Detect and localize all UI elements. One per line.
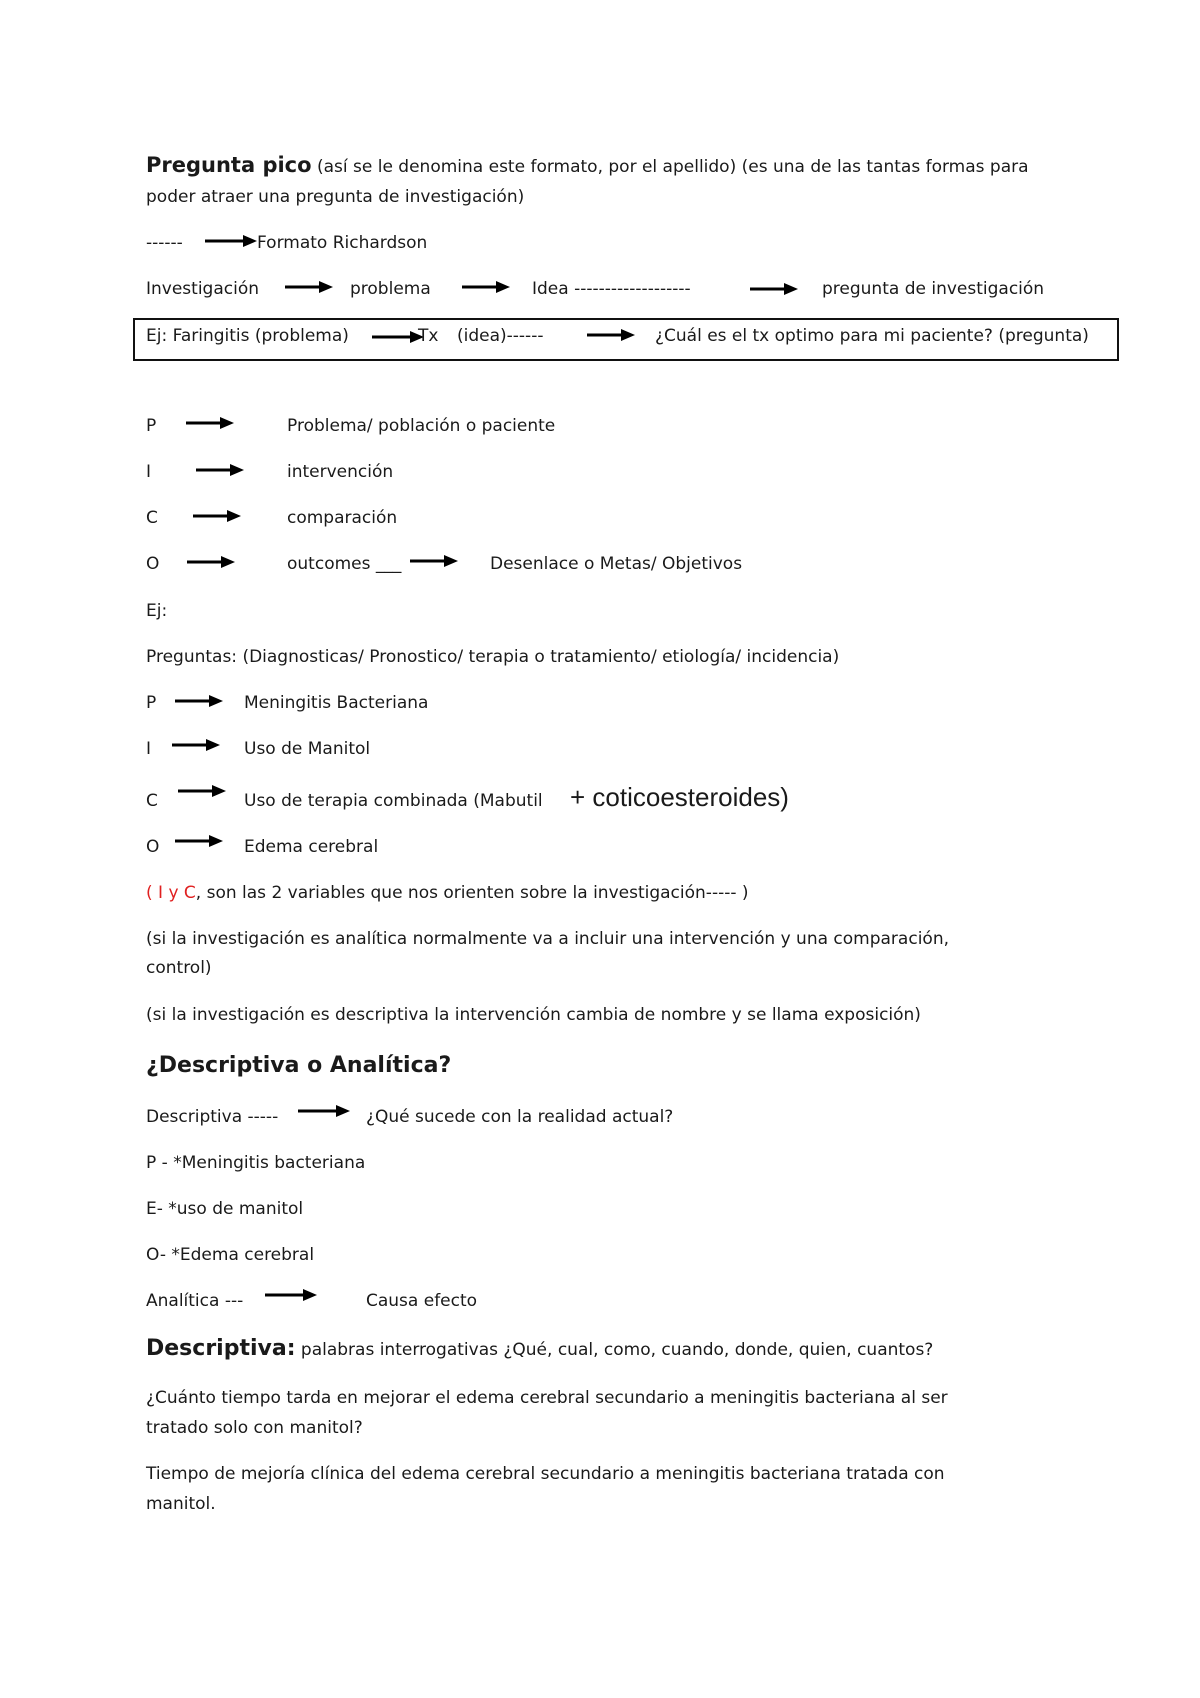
note-iyc (146, 882, 749, 904)
title-bold: Pregunta pico (146, 153, 312, 177)
note-analitica-line2: control) (146, 958, 212, 978)
flow-investigacion: Investigación (146, 279, 260, 299)
box-idea: (idea)------ (457, 326, 544, 346)
ex-letter-p: P (146, 693, 157, 713)
descriptiva-label: Descriptiva ----- (146, 1107, 279, 1127)
arrow-icon (172, 738, 220, 752)
flow-problema: problema (350, 279, 431, 299)
peo-o: O- *Edema cerebral (146, 1245, 315, 1265)
ej-label: Ej: (146, 601, 168, 621)
ex-letter-o: O (146, 837, 160, 857)
title-rest: (así se le denomina este formato, por el apellido) (es una de las tantas formas para (311, 157, 1029, 177)
pico-text-c: comparación (287, 508, 398, 528)
ex-letter-i: I (146, 739, 152, 759)
title-line (146, 154, 1029, 178)
arrow-icon (285, 280, 333, 294)
ex-text-p: Meningitis Bacteriana (244, 693, 429, 713)
ex-letter-c: C (146, 791, 158, 811)
arrow-icon (175, 694, 223, 708)
arrow-icon (298, 1104, 350, 1118)
analitica-text: Causa efecto (366, 1291, 478, 1311)
pico-letter-o: O (146, 554, 160, 574)
ex-text-o: Edema cerebral (244, 837, 379, 857)
ex-extra-c: + coticoesteroides) (570, 782, 789, 812)
peo-p: P - *Meningitis bacteriana (146, 1153, 366, 1173)
answer-line1: Tiempo de mejoría clínica del edema cerebral secundario a meningitis bacteriana tratada con (146, 1464, 945, 1484)
arrow-icon (175, 834, 223, 848)
arrow-icon (462, 280, 510, 294)
question-line1: ¿Cuánto tiempo tarda en mejorar el edema cerebral secundario a meningitis bacteriana al ser (146, 1388, 948, 1408)
pico-text-p: Problema/ población o paciente (287, 416, 556, 436)
box-tx: Tx (418, 326, 439, 346)
arrow-icon (750, 282, 798, 296)
descriptiva-question: ¿Qué sucede con la realidad actual? (366, 1107, 674, 1127)
preguntas-line: Preguntas: (Diagnosticas/ Pronostico/ terapia o tratamiento/ etiología/ incidencia) (146, 647, 840, 667)
flow-pregunta: pregunta de investigación (822, 279, 1045, 299)
flow-idea: Idea ------------------- (532, 279, 691, 299)
ex-text-c: Uso de terapia combinada (Mabutil (244, 791, 543, 811)
arrow-icon (410, 554, 458, 568)
note-analitica-line1: (si la investigación es analítica normalmente va a incluir una intervención y una comparación, (146, 929, 949, 949)
richardson-dashes: ------ (146, 233, 183, 253)
descriptiva-words-line (146, 1338, 933, 1361)
pico-letter-p: P (146, 416, 157, 436)
descriptiva-words-bold: Descriptiva: (146, 1336, 296, 1361)
arrow-icon (372, 330, 424, 344)
descriptiva-words-rest: palabras interrogativas ¿Qué, cual, como, cuando, donde, quien, cuantos? (295, 1340, 934, 1360)
box-faringitis: Ej: Faringitis (problema) (146, 326, 349, 346)
answer-line2: manitol. (146, 1494, 216, 1514)
pico-letter-i: I (146, 462, 152, 482)
note-iyc-rest: , son las 2 variables que nos orienten sobre la investigación----- ) (195, 883, 749, 903)
peo-e: E- *uso de manitol (146, 1199, 304, 1219)
section-heading: ¿Descriptiva o Analítica? (146, 1053, 452, 1078)
title-continuation: poder atraer una pregunta de investigación) (146, 187, 525, 207)
box-pregunta: ¿Cuál es el tx optimo para mi paciente? (pregunta) (655, 326, 1089, 346)
ex-text-i: Uso de Manitol (244, 739, 371, 759)
question-line2: tratado solo con manitol? (146, 1418, 363, 1438)
arrow-icon (186, 416, 234, 430)
arrow-icon (205, 234, 257, 248)
arrow-icon (178, 784, 226, 798)
analitica-label: Analítica --- (146, 1291, 244, 1311)
arrow-icon (193, 509, 241, 523)
pico-letter-c: C (146, 508, 158, 528)
note-iyc-red: ( I y C (146, 883, 196, 903)
arrow-icon (587, 328, 635, 342)
pico-text-i: intervención (287, 462, 394, 482)
richardson-label: Formato Richardson (257, 233, 428, 253)
arrow-icon (187, 555, 235, 569)
arrow-icon (196, 463, 244, 477)
note-descriptiva: (si la investigación es descriptiva la intervención cambia de nombre y se llama exposición) (146, 1005, 921, 1025)
pico-extra-o: Desenlace o Metas/ Objetivos (490, 554, 743, 574)
arrow-icon (265, 1288, 317, 1302)
pico-text-o: outcomes ___ (287, 554, 402, 574)
